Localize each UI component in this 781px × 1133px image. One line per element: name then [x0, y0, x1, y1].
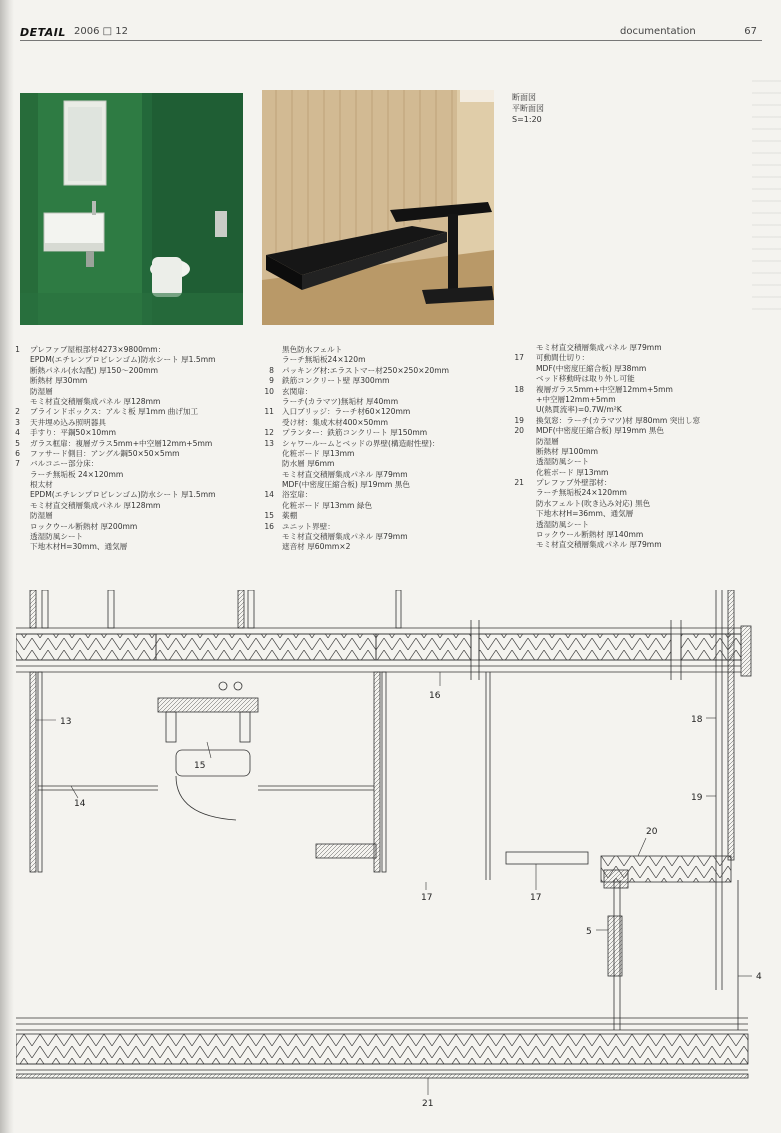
legend-item — [14, 387, 264, 397]
floor-plan-section-drawing — [16, 590, 771, 1110]
legend-item — [262, 480, 512, 490]
legend-item-number: 10 — [264, 386, 274, 396]
legend-item-text: ガラス框扉：複層ガラス5mm+中空層12mm+5mm — [30, 438, 213, 448]
legend-item — [14, 397, 264, 407]
legend-item — [510, 385, 760, 395]
legend-item-text: 複層ガラス5mm+中空層12mm+5mm — [536, 384, 673, 394]
legend-column-2 — [262, 345, 512, 553]
legend-item-text: U(熱貫流率)=0.7W/m²K — [536, 405, 622, 415]
callout-15: 15 — [194, 761, 206, 771]
legend-item-number: 21 — [514, 478, 524, 488]
legend-item-text: プレファブ屋根部材4273×9800mm： — [30, 345, 166, 354]
legend-item-number: 14 — [264, 490, 274, 500]
issue-label: 2006 □ 12 — [74, 26, 128, 37]
legend-item — [262, 470, 512, 480]
legend-item-number: 8 — [269, 365, 274, 375]
legend-item-text: 防水層 厚6mm — [282, 459, 335, 469]
legend-item-text: 断熱材 厚100mm — [536, 446, 599, 456]
legend-item — [14, 480, 264, 490]
legend-item — [262, 366, 512, 376]
legend-item-text: 玄関扉： — [282, 386, 313, 396]
legend-item — [510, 530, 760, 540]
legend-item-number: 5 — [15, 438, 20, 448]
legend-item — [14, 522, 264, 532]
legend-item-text: 浴室扉： — [282, 490, 313, 500]
legend-item — [262, 542, 512, 552]
callout-4: 4 — [756, 972, 762, 982]
legend-item-text: MDF(中密度圧縮合板) 厚38mm — [536, 363, 647, 373]
legend-item-text: 薬棚 — [282, 511, 298, 521]
legend-item-text: ベッド移動時は取り外し可能 — [536, 374, 635, 384]
legend-item — [14, 376, 264, 386]
legend-item-text: 遮音材 厚60mm×2 — [282, 542, 351, 552]
legend-item-text: 手すり：平鋼50×10mm — [30, 428, 117, 438]
legend-item — [14, 470, 264, 480]
legend-item-text: ラーチ(カラマツ)無垢材 厚40mm — [282, 396, 399, 406]
legend-item-text: 根太材 — [30, 480, 53, 490]
green-bathroom-photo — [20, 93, 243, 325]
legend-item — [14, 501, 264, 511]
callout-20: 20 — [646, 827, 658, 837]
legend-item — [262, 407, 512, 417]
legend-item-text: シャワールームとベッドの界壁(構造耐性壁)： — [282, 438, 440, 448]
legend-item-text: 透湿防風シート — [536, 519, 590, 529]
legend-item — [14, 532, 264, 542]
legend-item — [14, 407, 264, 417]
callout-18: 18 — [691, 715, 703, 725]
legend-item-text: EPDM(エチレンプロピレンゴム)防水シート 厚1.5mm — [30, 490, 216, 500]
legend-item-text: 下地木材H=30mm、通気層 — [30, 542, 128, 552]
legend-item-text: 下地木材H=36mm、通気層 — [536, 509, 634, 519]
legend-item — [14, 542, 264, 552]
legend-item — [262, 522, 512, 532]
legend-item — [510, 426, 760, 436]
page-gutter-shadow — [0, 0, 14, 1133]
legend-item-number: 19 — [514, 415, 524, 425]
legend-item — [14, 459, 264, 469]
legend-item-text: モミ材直交積層集成パネル 厚128mm — [30, 396, 161, 406]
callout-17: 17 — [421, 893, 433, 903]
legend-item-text: ユニット界壁： — [282, 521, 335, 531]
legend-item — [510, 416, 760, 426]
legend-column-3 — [510, 343, 760, 551]
legend-item — [262, 355, 512, 365]
legend-item-number: 9 — [269, 376, 274, 386]
legend-item-text: 化粧ボード 厚13mm — [536, 467, 609, 477]
legend-item-text: 防湿層 — [536, 436, 559, 446]
legend-item-text: ロックウール断熱材 厚200mm — [30, 521, 138, 531]
legend-item-text: MDF(中密度圧縮合板) 厚19mm 黒色 — [536, 426, 664, 436]
legend-item — [262, 397, 512, 407]
legend-item-text: 防湿層 — [30, 511, 53, 521]
legend-item-text: 黒色防水フェルト — [282, 345, 343, 354]
legend-item — [14, 345, 264, 355]
legend-item — [262, 376, 512, 386]
legend-item — [14, 511, 264, 521]
legend-item-text: 防湿層 — [30, 386, 53, 396]
legend-item-text: 断熱材 厚30mm — [30, 376, 88, 386]
legend-item — [510, 353, 760, 363]
legend-item — [14, 418, 264, 428]
legend-item-text: ラーチ無垢板 24×120mm — [30, 469, 124, 479]
legend-item-number: 15 — [264, 511, 274, 521]
legend-item — [510, 457, 760, 467]
timber-room-photo — [262, 90, 494, 325]
legend-item — [510, 343, 760, 353]
legend-item-text: モミ材直交積層集成パネル 厚79mm — [282, 532, 408, 542]
legend-item-number: 4 — [15, 428, 20, 438]
legend-item-number: 18 — [514, 384, 524, 394]
callout-leaders — [36, 672, 752, 1095]
legend-item-number: 1 — [15, 345, 20, 354]
legend-item-text: ラーチ無垢板24×120mm — [536, 488, 627, 498]
legend-item-number: 6 — [15, 448, 20, 458]
legend-item — [510, 405, 760, 415]
legend-item-number: 3 — [15, 417, 20, 427]
legend-item-text: 鉄筋コンクリート壁 厚300mm — [282, 376, 390, 386]
bathroom-core — [38, 682, 374, 820]
legend-item — [14, 490, 264, 500]
legend-item-text: ロックウール断熱材 厚140mm — [536, 530, 644, 540]
callout-17: 17 — [530, 893, 542, 903]
legend-item-text: パッキング材:エラストマー材250×250×20mm — [282, 365, 449, 375]
legend-item — [262, 459, 512, 469]
callout-21: 21 — [422, 1099, 434, 1109]
legend-item — [262, 449, 512, 459]
legend-item — [510, 520, 760, 530]
legend-item-number: 17 — [514, 353, 524, 363]
legend-item — [510, 364, 760, 374]
legend-item — [510, 478, 760, 488]
legend-item-text: プレファブ外壁部材： — [536, 478, 612, 488]
legend-item-number: 2 — [15, 407, 20, 417]
callout-13: 13 — [60, 717, 72, 727]
legend-item-text: 可動間仕切り： — [536, 353, 590, 363]
facing-page-ghost — [752, 70, 781, 310]
legend-item-text: 透湿防風シート — [536, 457, 590, 467]
legend-column-1 — [14, 345, 264, 553]
callout-19: 19 — [691, 793, 703, 803]
callout-16: 16 — [429, 691, 441, 701]
legend-item-text: バルコニー部分床： — [30, 459, 99, 469]
legend-item-text: MDF(中密度圧縮合板) 厚19mm 黒色 — [282, 480, 410, 490]
legend-item-number: 11 — [264, 407, 274, 417]
callout-5: 5 — [586, 927, 592, 937]
legend-item-text: +中空層12mm+5mm — [536, 394, 616, 404]
scale-note-line: S=1:20 — [512, 115, 542, 124]
legend-item-text: ブラインドボックス：アルミ板 厚1mm 曲げ加工 — [30, 407, 199, 417]
legend-item-text: 化粧ボード 厚13mm 緑色 — [282, 500, 373, 510]
legend-item-number: 13 — [264, 438, 274, 448]
outer-facade-band — [16, 1018, 748, 1078]
legend-item — [510, 374, 760, 384]
legend-item-text: モミ材直交積層集成パネル 厚79mm — [282, 469, 408, 479]
legend-item-number: 20 — [514, 426, 524, 436]
legend-item — [262, 345, 512, 355]
legend-item-text: 化粧ボード 厚13mm — [282, 448, 355, 458]
legend-item — [262, 511, 512, 521]
legend-item-number: 12 — [264, 428, 274, 438]
page-header — [20, 24, 765, 44]
legend-item — [14, 366, 264, 376]
legend-item-text: 透湿防風シート — [30, 532, 84, 542]
legend-item-text: EPDM(エチレンプロピレンゴム)防水シート 厚1.5mm — [30, 355, 216, 365]
scale-note-line: 断面図 — [512, 93, 536, 102]
legend-item-text: 受け材：集成木材400×50mm — [282, 417, 389, 427]
callout-14: 14 — [74, 799, 86, 809]
legend-item-text: 断熱パネル(水勾配) 厚150～200mm — [30, 365, 159, 375]
legend-item-text: 防水フェルト(吹き込み対応) 黒色 — [536, 498, 651, 508]
legend-item-text: モミ材直交積層集成パネル 厚79mm — [536, 540, 662, 550]
legend-item-text: 換気窓：ラーチ(カラマツ)材 厚80mm 突出し窓 — [536, 415, 701, 425]
legend-item — [262, 439, 512, 449]
scale-note-line: 平断面図 — [512, 104, 544, 113]
legend-item — [510, 447, 760, 457]
legend-item — [262, 501, 512, 511]
legend-item — [510, 468, 760, 478]
legend-item-text: モミ材直交積層集成パネル 厚128mm — [30, 500, 161, 510]
legend-item-number: 16 — [264, 521, 274, 531]
legend-item — [510, 499, 760, 509]
legend-item — [262, 418, 512, 428]
header-rule — [20, 40, 762, 41]
legend-item — [14, 355, 264, 365]
legend-item — [14, 428, 264, 438]
legend-item — [510, 509, 760, 519]
legend-item — [510, 488, 760, 498]
legend-item — [262, 490, 512, 500]
legend-item — [510, 540, 760, 550]
legend-item — [262, 428, 512, 438]
legend-item — [14, 439, 264, 449]
section-label: documentation — [620, 26, 696, 37]
legend-item-text: 天井埋め込み照明器具 — [30, 417, 106, 427]
legend-item-number: 7 — [15, 459, 20, 469]
upper-wall-band — [16, 620, 751, 680]
legend-item-text: 入口ブリッジ：ラーチ材60×120mm — [282, 407, 411, 417]
drawing-scale-note — [512, 92, 544, 125]
legend-item — [262, 532, 512, 542]
legend-item — [510, 395, 760, 405]
legend-item-text: ファサード側目：アングル鋼50×50×5mm — [30, 448, 180, 458]
page-number: 67 — [744, 26, 757, 37]
legend-item-text: プランター：鉄筋コンクリート 厚150mm — [282, 428, 428, 438]
legend-item-text: ラーチ無垢板24×120m — [282, 355, 366, 365]
legend-item — [14, 449, 264, 459]
legend-item — [262, 387, 512, 397]
legend-item — [510, 437, 760, 447]
legend-item-text: モミ材直交積層集成パネル 厚79mm — [536, 343, 662, 352]
magazine-logo: DETAIL — [20, 26, 66, 39]
